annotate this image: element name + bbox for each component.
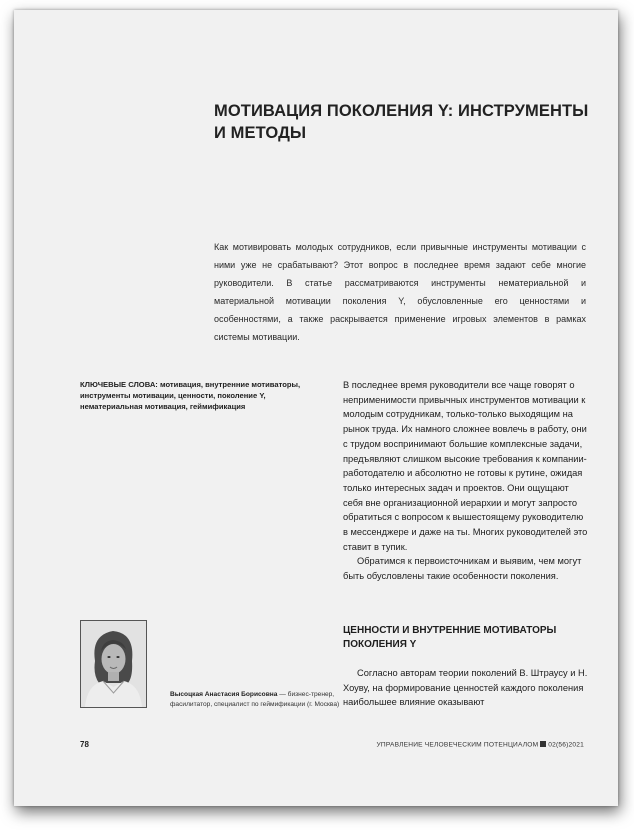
body-paragraph: В последнее время руководители все чаще говорят о неприменимости привычных инструментов мотивации к молодым сотрудникам, только-только выходящим на рынок труда. Их намного сложнее вовлечь в работу, они с трудом воспринимают большие комплексные задачи, предъявляют слишком высокие требования к компании-работодателю и абсолютно не готовы к рутине, ожидая только интересных задач и проектов. Они ощущают себя вне организационной иерархии и могут запросто обратиться с вопросом к вышестоящему руководителю в мессенджере и даже на ты. Многих руководителей это ставит в тупик. (343, 380, 588, 552)
keywords-block (80, 379, 320, 412)
keywords-text: мотивация, внутренние мотиваторы, инструменты мотивации, ценности, поколение Y, нематериальная мотивация, геймификация (80, 380, 301, 411)
author-name: Высоцкая Анастасия Борисовна (170, 691, 278, 698)
author-caption (170, 690, 340, 710)
page-number: 78 (80, 740, 89, 749)
body-paragraph: Обратимся к первоисточникам и выявим, чем могут быть обусловлены такие особенности поколения. (343, 556, 582, 582)
journal-name: УПРАВЛЕНИЕ ЧЕЛОВЕЧЕСКИМ ПОТЕНЦИАЛОМ (376, 741, 539, 749)
keywords-label: КЛЮЧЕВЫЕ СЛОВА: (80, 380, 158, 389)
journal-page (14, 10, 618, 806)
journal-footer (377, 741, 584, 749)
section-body (343, 666, 588, 710)
author-portrait-image (81, 621, 146, 707)
journal-issue: 02(56)2021 (548, 741, 584, 749)
article-title: МОТИВАЦИЯ ПОКОЛЕНИЯ Y: ИНСТРУМЕНТЫ И МЕТОДЫ (214, 102, 589, 142)
author-photo (80, 620, 147, 708)
body-paragraph: Согласно авторам теории поколений В. Штраусу и Н. Хоуву, на формирование ценностей каждого поколения наибольшее влияние оказывают (343, 668, 588, 708)
body-column (343, 378, 588, 584)
square-icon (540, 741, 546, 747)
section-heading: ЦЕННОСТИ И ВНУТРЕННИЕ МОТИВАТОРЫ ПОКОЛЕНИЯ Y (343, 625, 557, 650)
author-description: — бизнес-тренер, фасилитатор, специалист по геймификации (г. Москва) (170, 691, 340, 708)
article-abstract: Как мотивировать молодых сотрудников, если привычные инструменты мотивации с ними уже не срабатывают? Этот вопрос в последнее время задают себе многие руководители. В статье рассматриваются инструменты нематериальной и материальной мотивации поколения Y, обусловленные его ценностями и особенностями, а также раскрывается применение игровых элементов в рамках системы мотивации. (214, 242, 586, 342)
